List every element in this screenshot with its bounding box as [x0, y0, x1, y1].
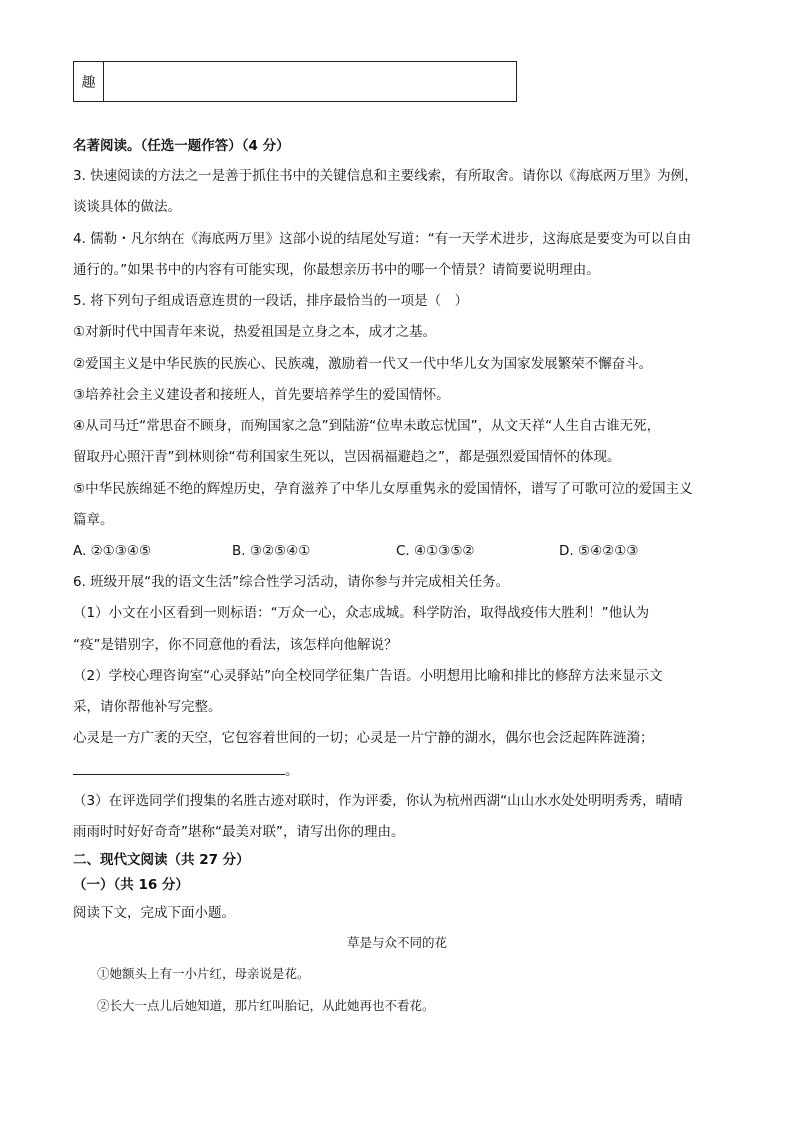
subsection-heading: （一）（共 16 分） — [73, 877, 189, 893]
question-5-sentence-4-line-2: 留取丹心照汗青”到林则徐“苟利国家生死以，岂因祸福避趋之”，都是强烈爱国情怀的体现。 — [73, 449, 621, 465]
question-5-sentence-5-line-2: 篇章。 — [73, 512, 114, 528]
table-label-cell: 趣 — [74, 62, 104, 102]
blank-end-punctuation: 。 — [285, 763, 299, 779]
question-5-option-d[interactable]: D. ⑤④②①③ — [559, 543, 639, 559]
article-paragraph-2: ②长大一点儿后她知道，那片红叫胎记，从此她再也不看花。 — [97, 998, 435, 1013]
question-6-part-1-line-1: （1）小文在小区看到一则标语：“万众一心，众志成城。科学防治，取得战疫伟大胜利！”他认为 — [73, 605, 650, 621]
question-5-sentence-5-line-1: ⑤中华民族绵延不绝的辉煌历史，孕育滋养了中华儿女厚重隽永的爱国情怀，谱写了可歌可泣的爱国主义 — [73, 481, 693, 497]
question-6-part-3-line-1: （3）在评选同学们搜集的名胜古迹对联时，作为评委，你认为杭州西湖“山山水水处处明明秀秀，晴晴 — [73, 793, 683, 809]
table-answer-cell[interactable] — [104, 62, 517, 102]
question-4-line-1: 4. 儒勒・凡尔纳在《海底两万里》这部小说的结尾处写道：“有一天学术进步，这海底是要变为可以自由 — [73, 231, 692, 247]
answer-table — [73, 61, 517, 102]
article-title: 草是与众不同的花 — [346, 935, 447, 950]
question-5-option-a[interactable]: A. ②①③④⑤ — [73, 543, 152, 559]
question-4-line-2: 通行的。”如果书中的内容有可能实现，你最想亲历书中的哪一个情景？请简要说明理由。 — [73, 262, 600, 278]
question-5-stem: 5. 将下列句子组成语意连贯的一段话，排序最恰当的一项是（ ） — [73, 293, 469, 309]
question-5-sentence-2: ②爱国主义是中华民族的民族心、民族魂，激励着一代又一代中华儿女为国家发展繁荣不懈奋斗。 — [73, 356, 653, 372]
question-6-stem: 6. 班级开展“我的语文生活”综合性学习活动，请你参与并完成相关任务。 — [73, 574, 510, 590]
article-paragraph-1: ①她额头上有一小片红，母亲说是花。 — [97, 966, 310, 981]
question-6-part-3-line-2: 雨雨时时好好奇奇”堪称“最美对联”，请写出你的理由。 — [73, 824, 405, 840]
question-3-line-1: 3. 快速阅读的方法之一是善于抓住书中的关键信息和主要线索，有所取舍。请你以《海底两万里》为例， — [73, 168, 698, 184]
question-6-part-2-blank-line — [73, 760, 299, 781]
section-heading-mingzhu: 名著阅读。（任选一题作答）（4 分） — [73, 138, 290, 154]
question-6-part-2-line-3: 心灵是一方广袤的天空，它包容着世间的一切；心灵是一片宁静的湖水，偶尔也会泛起阵阵涟漪； — [73, 730, 654, 746]
question-5-sentence-4-line-1: ④从司马迁“常思奋不顾身，而殉国家之急”到陆游“位卑未敢忘忧国”，从文天祥“人生自古谁无死， — [73, 418, 661, 434]
question-5-sentence-3: ③培养社会主义建设者和接班人，首先要培养学生的爱国情怀。 — [73, 387, 450, 403]
question-3-line-2: 谈谈具体的做法。 — [73, 199, 181, 215]
question-5-option-b[interactable]: B. ③②⑤④① — [232, 543, 311, 559]
question-5-option-c[interactable]: C. ④①③⑤② — [396, 543, 475, 559]
fill-in-blank[interactable] — [73, 760, 285, 775]
question-5-sentence-1: ①对新时代中国青年来说，热爱祖国是立身之本，成才之基。 — [73, 324, 437, 340]
question-6-part-2-line-2: 采，请你帮他补写完整。 — [73, 699, 222, 715]
section-heading-modern-reading: 二、现代文阅读（共 27 分） — [73, 852, 250, 868]
reading-instruction: 阅读下文，完成下面小题。 — [73, 905, 235, 921]
question-6-part-1-line-2: “疫”是错别字，你不同意他的看法，该怎样向他解说？ — [73, 637, 398, 653]
question-6-part-2-line-1: （2）学校心理咨询室“心灵驿站”向全校同学征集广告语。小明想用比喻和排比的修辞方法来显示文 — [73, 668, 663, 684]
